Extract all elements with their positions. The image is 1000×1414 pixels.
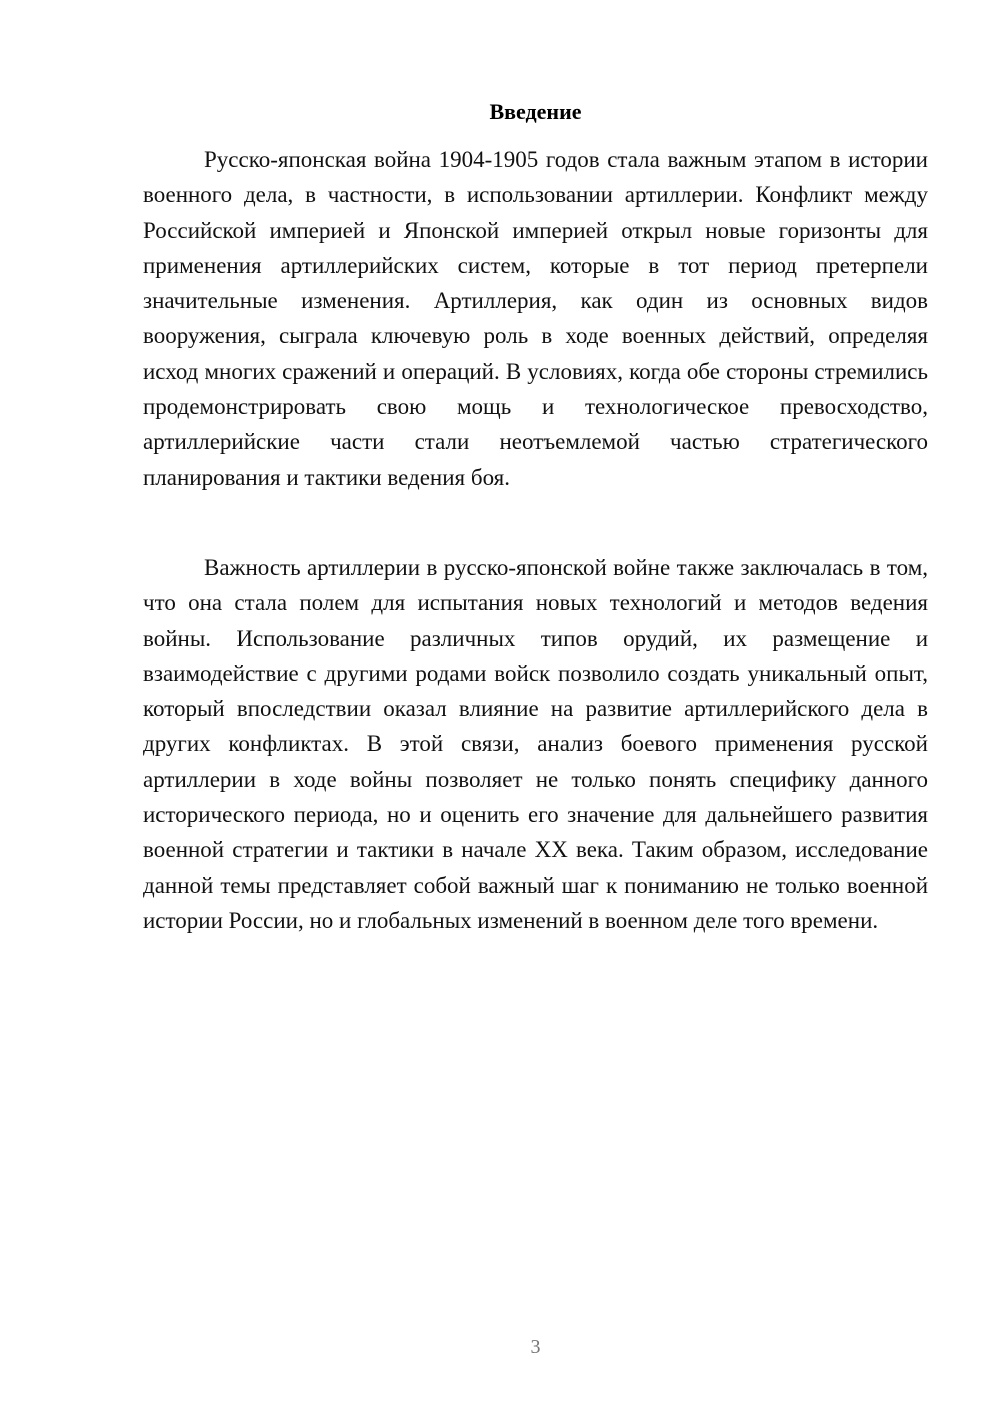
paragraph-2: Важность артиллерии в русско-японской войне также заключалась в том, что она стала полем для испытания новых технологий и методов ведения войны. Использование различных типов орудий, их размещение и взаимодействие с другими родами войск позволило создать уникальный опыт, который впоследствии оказал влияние на развитие артиллерийского дела в других конфликтах. В этой связи, анализ боевого применения русской артиллерии в ходе войны позволяет не только понять специфику данного исторического периода, но и оценить его значение для дальнейшего развития военной стратегии и тактики в начале XX века. Таким образом, исследование данной темы представляет собой важный шаг к пониманию не только военной истории России, но и глобальных изменений в военном деле того времени. — [143, 555, 928, 933]
paragraph-1: Русско-японская война 1904-1905 годов стала важным этапом в истории военного дела, в частности, в использовании артиллерии. Конфликт между Российской империей и Японской империей открыл новые горизонты для применения артиллерийских систем, которые в тот период претерпели значительные изменения. Артиллерия, как один из основных видов вооружения, сыграла ключевую роль в ходе военных действий, определяя исход многих сражений и операций. В условиях, когда обе стороны стремились продемонстрировать свою мощь и технологическое превосходство, артиллерийские части стали неотъемлемой частью стратегического планирования и тактики ведения боя. — [143, 147, 928, 490]
page-number: 3 — [530, 1336, 541, 1358]
section-heading: Введение — [489, 99, 582, 124]
